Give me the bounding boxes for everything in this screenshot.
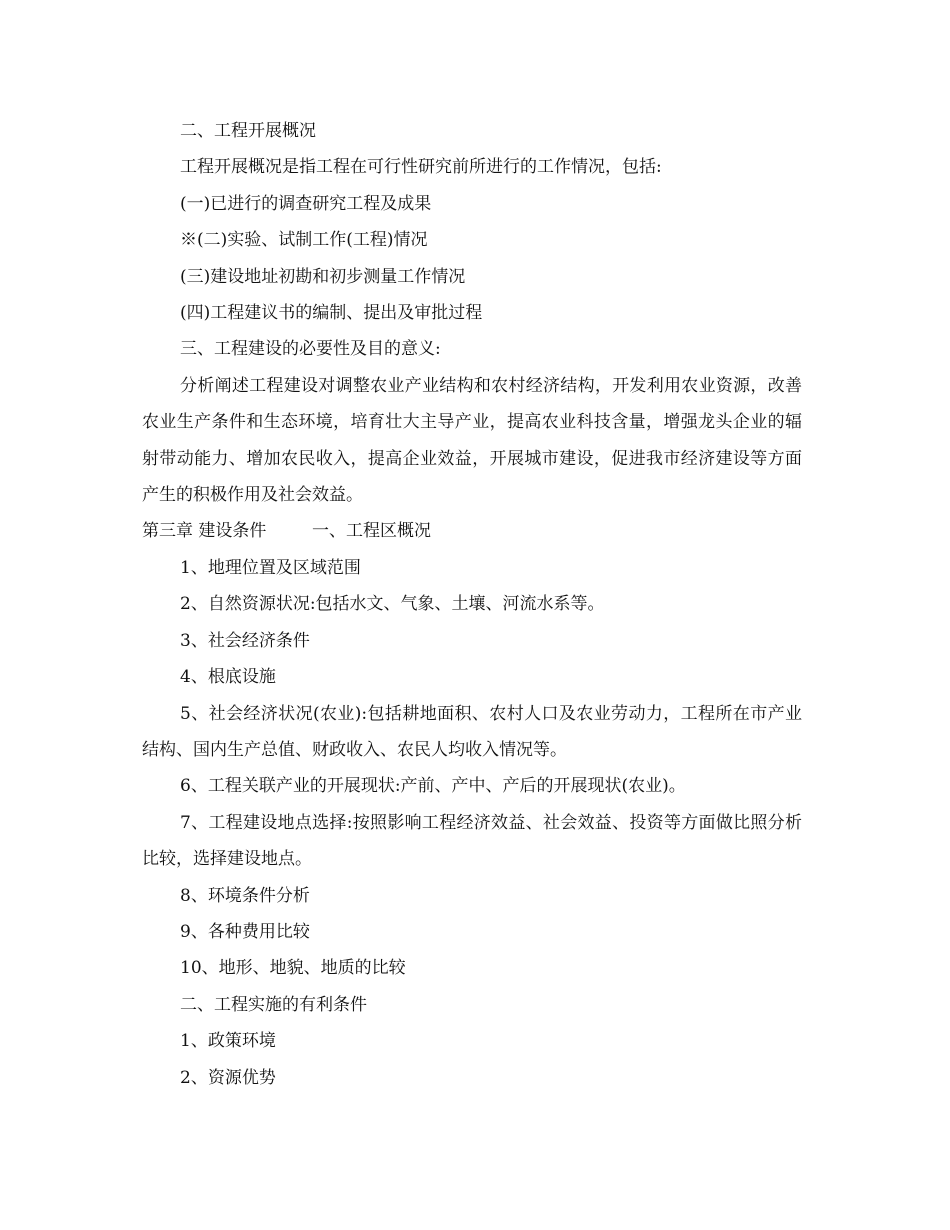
list-item: 1、政策环境 [180,1031,276,1052]
chapter-section-title: 一、工程区概况 [312,521,431,542]
chapter-title: 第三章 建设条件 [142,521,267,542]
list-item: 2、自然资源状况:包括水文、气象、土壤、河流水系等。 [180,594,605,615]
list-item: 8、环境条件分析 [180,885,310,906]
list-item: 6、工程关联产业的开展现状:产前、产中、产后的开展现状(农业)。 [180,776,686,797]
list-item: 10、地形、地貌、地质的比较 [180,958,406,979]
list-item: 2、资源优势 [180,1067,276,1088]
list-item: 7、工程建设地点选择:按照影响工程经济效益、社会效益、投资等方面做比照分析比较，选择建设地点。 [142,812,802,870]
list-item: 3、社会经济条件 [180,630,310,651]
list-item: (四)工程建议书的编制、提出及审批过程 [180,303,483,324]
section-heading: 二、工程开展概况 [180,121,316,141]
list-item: (三)建设地址初勘和初步测量工作情况 [180,266,466,287]
list-item: 9、各种费用比较 [180,921,310,942]
list-item: 5、社会经济状况(农业):包括耕地面积、农村人口及农业劳动力，工程所在市产业结构、国内生产总值、财政收入、农民人均收入情况等。 [142,703,802,760]
list-item: 1、地理位置及区域范围 [180,557,361,578]
paragraph: 分析阐述工程建设对调整农业产业结构和农村经济结构，开发利用农业资源，改善农业生产条件和生态环境，培育壮大主导产业，提高农业科技含量，增强龙头企业的辐射带动能力、增加农民收入，提高企业效益，开展城市建设，促进我市经济建设等方面产生的积极作用及社会效益。 [142,375,802,506]
list-item: ※(二)实验、试制工作(工程)情况 [180,230,428,251]
paragraph: 工程开展概况是指工程在可行性研究前所进行的工作情况，包括: [180,157,662,178]
chapter-heading-line [142,513,802,549]
list-item: (一)已进行的调查研究工程及成果 [180,193,432,214]
document-body [142,113,802,1096]
list-item: 4、根底设施 [180,667,276,688]
section-heading: 三、工程建设的必要性及目的意义: [180,339,441,360]
section-heading: 二、工程实施的有利条件 [180,994,367,1015]
